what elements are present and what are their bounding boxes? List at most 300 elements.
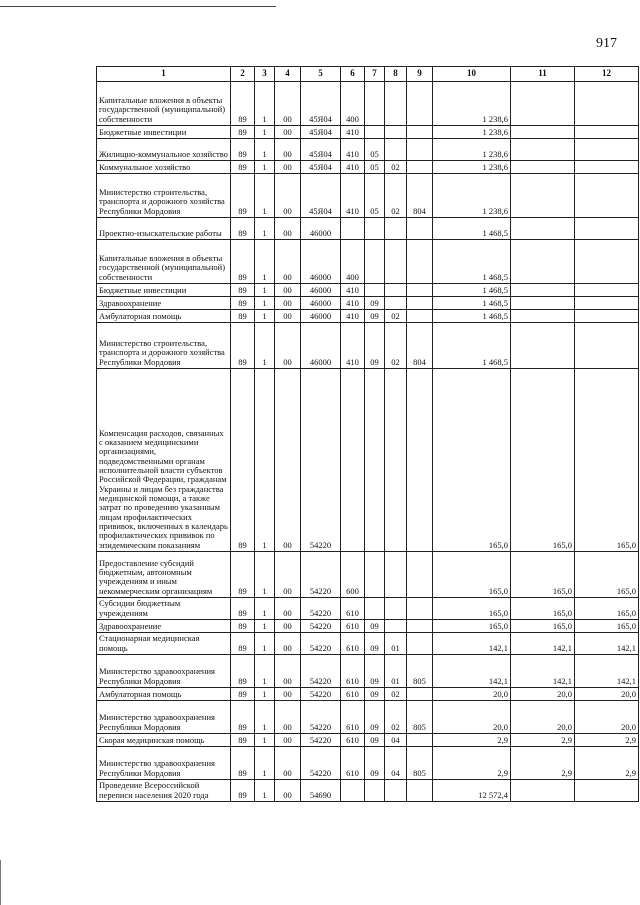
code-cell: 1 bbox=[255, 598, 275, 620]
code-cell: 54220 bbox=[301, 655, 341, 688]
amount-cell bbox=[575, 310, 639, 323]
code-cell bbox=[365, 598, 385, 620]
code-cell: 54690 bbox=[301, 780, 341, 802]
code-cell: 89 bbox=[231, 240, 255, 284]
code-cell bbox=[365, 126, 385, 139]
amount-cell: 1 238,6 bbox=[433, 174, 511, 218]
code-cell: 410 bbox=[341, 284, 365, 297]
code-cell: 89 bbox=[231, 734, 255, 747]
header-cell: 11 bbox=[511, 67, 575, 82]
code-cell: 00 bbox=[275, 240, 301, 284]
amount-cell: 1 468,5 bbox=[433, 240, 511, 284]
amount-cell bbox=[511, 323, 575, 369]
amount-cell: 165,0 bbox=[575, 369, 639, 552]
row-name: Компенсация расходов, связанных с оказанием медицинскими организациями, подведомственными органам исполнительной власти субъектов Российской Федерации, гражданам Украины и лицам без гражданства медицинской помощи, а также затрат по проведению указанным лицам профилактических прививок, включенных в календарь профилактических прививок по эпидемическим показаниям bbox=[97, 369, 231, 552]
header-cell: 4 bbox=[275, 67, 301, 82]
code-cell: 00 bbox=[275, 284, 301, 297]
code-cell: 610 bbox=[341, 688, 365, 701]
amount-cell bbox=[575, 218, 639, 240]
amount-cell: 165,0 bbox=[433, 620, 511, 633]
code-cell: 05 bbox=[365, 174, 385, 218]
header-cell: 12 bbox=[575, 67, 639, 82]
row-name: Министерство здравоохранения Республики Мордовия bbox=[97, 747, 231, 780]
code-cell: 1 bbox=[255, 161, 275, 174]
table-row bbox=[97, 218, 639, 240]
amount-cell: 165,0 bbox=[433, 369, 511, 552]
row-name: Министерство строительства, транспорта и дорожного хозяйства Республики Мордовия bbox=[97, 323, 231, 369]
code-cell: 1 bbox=[255, 369, 275, 552]
amount-cell: 165,0 bbox=[575, 620, 639, 633]
code-cell: 410 bbox=[341, 139, 365, 161]
code-cell: 410 bbox=[341, 323, 365, 369]
amount-cell bbox=[575, 284, 639, 297]
code-cell: 610 bbox=[341, 620, 365, 633]
amount-cell bbox=[511, 310, 575, 323]
code-cell: 00 bbox=[275, 139, 301, 161]
code-cell: 1 bbox=[255, 655, 275, 688]
code-cell: 00 bbox=[275, 174, 301, 218]
code-cell: 610 bbox=[341, 734, 365, 747]
code-cell: 805 bbox=[407, 747, 433, 780]
amount-cell bbox=[575, 323, 639, 369]
code-cell: 01 bbox=[385, 633, 407, 655]
code-cell: 610 bbox=[341, 598, 365, 620]
code-cell: 400 bbox=[341, 82, 365, 126]
amount-cell bbox=[511, 240, 575, 284]
code-cell: 600 bbox=[341, 552, 365, 598]
table-row bbox=[97, 126, 639, 139]
code-cell: 00 bbox=[275, 633, 301, 655]
table-row bbox=[97, 701, 639, 734]
code-cell: 54220 bbox=[301, 747, 341, 780]
row-name: Скорая медицинская помощь bbox=[97, 734, 231, 747]
code-cell: 1 bbox=[255, 82, 275, 126]
header-cell: 5 bbox=[301, 67, 341, 82]
code-cell: 89 bbox=[231, 633, 255, 655]
amount-cell: 1 468,5 bbox=[433, 284, 511, 297]
row-name: Амбулаторная помощь bbox=[97, 310, 231, 323]
code-cell: 610 bbox=[341, 655, 365, 688]
code-cell: 1 bbox=[255, 240, 275, 284]
code-cell bbox=[407, 310, 433, 323]
code-cell bbox=[365, 284, 385, 297]
code-cell: 1 bbox=[255, 633, 275, 655]
code-cell: 1 bbox=[255, 747, 275, 780]
amount-cell: 165,0 bbox=[511, 598, 575, 620]
code-cell: 02 bbox=[385, 174, 407, 218]
code-cell: 00 bbox=[275, 297, 301, 310]
code-cell: 00 bbox=[275, 598, 301, 620]
code-cell bbox=[385, 126, 407, 139]
code-cell: 46000 bbox=[301, 297, 341, 310]
amount-cell: 165,0 bbox=[433, 598, 511, 620]
code-cell: 45Я04 bbox=[301, 139, 341, 161]
code-cell bbox=[365, 369, 385, 552]
amount-cell bbox=[511, 218, 575, 240]
code-cell: 46000 bbox=[301, 284, 341, 297]
amount-cell bbox=[511, 780, 575, 802]
row-name: Капитальные вложения в объекты государственной (муниципальной) собственности bbox=[97, 240, 231, 284]
code-cell bbox=[407, 688, 433, 701]
row-name: Бюджетные инвестиции bbox=[97, 126, 231, 139]
code-cell: 00 bbox=[275, 126, 301, 139]
code-cell bbox=[365, 780, 385, 802]
table-row bbox=[97, 240, 639, 284]
code-cell: 09 bbox=[365, 734, 385, 747]
code-cell: 610 bbox=[341, 701, 365, 734]
code-cell: 89 bbox=[231, 701, 255, 734]
code-cell bbox=[341, 369, 365, 552]
code-cell: 46000 bbox=[301, 310, 341, 323]
code-cell bbox=[385, 284, 407, 297]
code-cell: 1 bbox=[255, 620, 275, 633]
code-cell: 45Я04 bbox=[301, 82, 341, 126]
amount-cell: 165,0 bbox=[433, 552, 511, 598]
code-cell bbox=[341, 218, 365, 240]
code-cell: 09 bbox=[365, 633, 385, 655]
amount-cell bbox=[511, 297, 575, 310]
row-name: Здравоохранение bbox=[97, 297, 231, 310]
row-name: Министерство здравоохранения Республики Мордовия bbox=[97, 701, 231, 734]
code-cell bbox=[385, 598, 407, 620]
amount-cell bbox=[511, 82, 575, 126]
top-rule bbox=[0, 6, 276, 7]
code-cell bbox=[385, 369, 407, 552]
code-cell: 09 bbox=[365, 747, 385, 780]
amount-cell: 2,9 bbox=[433, 734, 511, 747]
amount-cell: 1 238,6 bbox=[433, 139, 511, 161]
amount-cell: 1 468,5 bbox=[433, 218, 511, 240]
code-cell bbox=[365, 552, 385, 598]
code-cell: 02 bbox=[385, 701, 407, 734]
code-cell: 00 bbox=[275, 747, 301, 780]
table-row bbox=[97, 780, 639, 802]
code-cell: 1 bbox=[255, 310, 275, 323]
table-row bbox=[97, 620, 639, 633]
amount-cell bbox=[511, 161, 575, 174]
amount-cell bbox=[575, 240, 639, 284]
row-name: Стационарная медицинская помощь bbox=[97, 633, 231, 655]
code-cell bbox=[365, 240, 385, 284]
code-cell: 00 bbox=[275, 688, 301, 701]
code-cell bbox=[407, 139, 433, 161]
code-cell: 00 bbox=[275, 161, 301, 174]
code-cell: 02 bbox=[385, 310, 407, 323]
amount-cell bbox=[575, 126, 639, 139]
code-cell bbox=[407, 552, 433, 598]
row-name: Бюджетные инвестиции bbox=[97, 284, 231, 297]
code-cell: 45Я04 bbox=[301, 161, 341, 174]
code-cell: 00 bbox=[275, 82, 301, 126]
code-cell: 54220 bbox=[301, 598, 341, 620]
header-cell: 8 bbox=[385, 67, 407, 82]
code-cell: 05 bbox=[365, 161, 385, 174]
header-cell: 7 bbox=[365, 67, 385, 82]
code-cell bbox=[407, 780, 433, 802]
code-cell: 89 bbox=[231, 161, 255, 174]
code-cell: 54220 bbox=[301, 552, 341, 598]
code-cell: 89 bbox=[231, 139, 255, 161]
code-cell: 00 bbox=[275, 734, 301, 747]
code-cell: 400 bbox=[341, 240, 365, 284]
code-cell: 89 bbox=[231, 82, 255, 126]
code-cell: 46000 bbox=[301, 218, 341, 240]
code-cell bbox=[385, 82, 407, 126]
code-cell: 02 bbox=[385, 688, 407, 701]
code-cell: 00 bbox=[275, 310, 301, 323]
code-cell: 89 bbox=[231, 747, 255, 780]
code-cell: 89 bbox=[231, 688, 255, 701]
code-cell: 54220 bbox=[301, 633, 341, 655]
table-row bbox=[97, 688, 639, 701]
table-row bbox=[97, 655, 639, 688]
code-cell: 45Я04 bbox=[301, 174, 341, 218]
row-name: Жилищно-коммунальное хозяйство bbox=[97, 139, 231, 161]
code-cell: 89 bbox=[231, 598, 255, 620]
amount-cell: 2,9 bbox=[511, 747, 575, 780]
row-name: Здравоохранение bbox=[97, 620, 231, 633]
table-row bbox=[97, 310, 639, 323]
code-cell bbox=[407, 297, 433, 310]
code-cell: 1 bbox=[255, 139, 275, 161]
code-cell bbox=[341, 780, 365, 802]
table-row bbox=[97, 174, 639, 218]
code-cell bbox=[385, 620, 407, 633]
code-cell: 804 bbox=[407, 323, 433, 369]
code-cell: 1 bbox=[255, 174, 275, 218]
amount-cell: 142,1 bbox=[433, 655, 511, 688]
row-name: Министерство строительства, транспорта и дорожного хозяйства Республики Мордовия bbox=[97, 174, 231, 218]
code-cell: 00 bbox=[275, 369, 301, 552]
code-cell: 410 bbox=[341, 161, 365, 174]
amount-cell: 142,1 bbox=[511, 633, 575, 655]
code-cell: 89 bbox=[231, 126, 255, 139]
table-row bbox=[97, 369, 639, 552]
code-cell: 09 bbox=[365, 310, 385, 323]
amount-cell: 1 468,5 bbox=[433, 323, 511, 369]
code-cell: 02 bbox=[385, 323, 407, 369]
code-cell: 54220 bbox=[301, 369, 341, 552]
code-cell: 09 bbox=[365, 655, 385, 688]
amount-cell bbox=[575, 780, 639, 802]
code-cell bbox=[385, 780, 407, 802]
code-cell: 00 bbox=[275, 218, 301, 240]
code-cell: 89 bbox=[231, 310, 255, 323]
amount-cell bbox=[575, 139, 639, 161]
code-cell: 46000 bbox=[301, 323, 341, 369]
table-row bbox=[97, 598, 639, 620]
code-cell: 09 bbox=[365, 688, 385, 701]
code-cell: 610 bbox=[341, 747, 365, 780]
code-cell: 89 bbox=[231, 655, 255, 688]
code-cell: 00 bbox=[275, 323, 301, 369]
page-number: 917 bbox=[596, 36, 617, 51]
amount-cell: 12 572,4 bbox=[433, 780, 511, 802]
code-cell: 00 bbox=[275, 655, 301, 688]
code-cell: 02 bbox=[385, 161, 407, 174]
code-cell: 04 bbox=[385, 734, 407, 747]
header-cell: 3 bbox=[255, 67, 275, 82]
amount-cell: 20,0 bbox=[575, 701, 639, 734]
amount-cell: 20,0 bbox=[511, 701, 575, 734]
amount-cell: 2,9 bbox=[511, 734, 575, 747]
budget-table bbox=[96, 66, 639, 802]
row-name: Субсидии бюджетным учреждениям bbox=[97, 598, 231, 620]
code-cell: 09 bbox=[365, 701, 385, 734]
header-row bbox=[97, 67, 639, 82]
code-cell: 00 bbox=[275, 701, 301, 734]
row-name: Капитальные вложения в объекты государственной (муниципальной) собственности bbox=[97, 82, 231, 126]
code-cell: 610 bbox=[341, 633, 365, 655]
amount-cell bbox=[511, 139, 575, 161]
code-cell: 1 bbox=[255, 688, 275, 701]
amount-cell: 2,9 bbox=[433, 747, 511, 780]
code-cell bbox=[407, 126, 433, 139]
code-cell bbox=[385, 218, 407, 240]
code-cell: 410 bbox=[341, 297, 365, 310]
table-row bbox=[97, 552, 639, 598]
code-cell: 00 bbox=[275, 552, 301, 598]
code-cell: 1 bbox=[255, 284, 275, 297]
code-cell: 89 bbox=[231, 174, 255, 218]
code-cell: 1 bbox=[255, 218, 275, 240]
code-cell: 01 bbox=[385, 655, 407, 688]
header-cell: 1 bbox=[97, 67, 231, 82]
code-cell: 00 bbox=[275, 780, 301, 802]
amount-cell: 142,1 bbox=[511, 655, 575, 688]
amount-cell: 2,9 bbox=[575, 747, 639, 780]
amount-cell bbox=[575, 297, 639, 310]
code-cell: 1 bbox=[255, 297, 275, 310]
table-body bbox=[97, 82, 639, 802]
amount-cell: 165,0 bbox=[511, 369, 575, 552]
code-cell: 410 bbox=[341, 174, 365, 218]
code-cell: 89 bbox=[231, 284, 255, 297]
amount-cell: 165,0 bbox=[511, 552, 575, 598]
code-cell bbox=[407, 734, 433, 747]
code-cell bbox=[407, 82, 433, 126]
amount-cell: 20,0 bbox=[511, 688, 575, 701]
code-cell: 54220 bbox=[301, 620, 341, 633]
row-name: Коммунальное хозяйство bbox=[97, 161, 231, 174]
amount-cell: 1 238,6 bbox=[433, 161, 511, 174]
code-cell: 805 bbox=[407, 655, 433, 688]
code-cell: 09 bbox=[365, 620, 385, 633]
code-cell: 1 bbox=[255, 780, 275, 802]
code-cell: 805 bbox=[407, 701, 433, 734]
code-cell bbox=[365, 82, 385, 126]
amount-cell bbox=[511, 174, 575, 218]
code-cell: 89 bbox=[231, 369, 255, 552]
amount-cell: 1 238,6 bbox=[433, 82, 511, 126]
code-cell: 54220 bbox=[301, 688, 341, 701]
code-cell bbox=[385, 297, 407, 310]
code-cell: 89 bbox=[231, 218, 255, 240]
header-cell: 9 bbox=[407, 67, 433, 82]
margin-rule bbox=[0, 860, 1, 905]
table-row bbox=[97, 297, 639, 310]
code-cell: 1 bbox=[255, 734, 275, 747]
code-cell bbox=[407, 161, 433, 174]
code-cell: 1 bbox=[255, 552, 275, 598]
amount-cell bbox=[575, 174, 639, 218]
code-cell bbox=[385, 240, 407, 284]
amount-cell: 165,0 bbox=[575, 598, 639, 620]
amount-cell: 165,0 bbox=[575, 552, 639, 598]
amount-cell bbox=[511, 126, 575, 139]
code-cell: 04 bbox=[385, 747, 407, 780]
code-cell: 00 bbox=[275, 620, 301, 633]
code-cell: 1 bbox=[255, 126, 275, 139]
code-cell bbox=[385, 552, 407, 598]
row-name: Министерство здравоохранения Республики Мордовия bbox=[97, 655, 231, 688]
amount-cell bbox=[575, 161, 639, 174]
code-cell bbox=[407, 620, 433, 633]
amount-cell: 142,1 bbox=[575, 655, 639, 688]
table-row bbox=[97, 734, 639, 747]
code-cell: 410 bbox=[341, 310, 365, 323]
code-cell: 09 bbox=[365, 297, 385, 310]
amount-cell: 142,1 bbox=[575, 633, 639, 655]
code-cell bbox=[407, 240, 433, 284]
code-cell: 54220 bbox=[301, 701, 341, 734]
code-cell: 54220 bbox=[301, 734, 341, 747]
row-name: Проведение Всероссийской переписи населения 2020 года bbox=[97, 780, 231, 802]
row-name: Амбулаторная помощь bbox=[97, 688, 231, 701]
amount-cell: 20,0 bbox=[575, 688, 639, 701]
table-row bbox=[97, 139, 639, 161]
amount-cell: 142,1 bbox=[433, 633, 511, 655]
code-cell: 89 bbox=[231, 552, 255, 598]
code-cell: 89 bbox=[231, 620, 255, 633]
amount-cell: 1 238,6 bbox=[433, 126, 511, 139]
header-cell: 2 bbox=[231, 67, 255, 82]
code-cell: 89 bbox=[231, 323, 255, 369]
code-cell bbox=[407, 218, 433, 240]
code-cell bbox=[407, 598, 433, 620]
code-cell: 410 bbox=[341, 126, 365, 139]
code-cell bbox=[407, 369, 433, 552]
code-cell: 1 bbox=[255, 701, 275, 734]
amount-cell: 20,0 bbox=[433, 688, 511, 701]
code-cell: 05 bbox=[365, 139, 385, 161]
code-cell bbox=[407, 284, 433, 297]
code-cell: 45Я04 bbox=[301, 126, 341, 139]
header-cell: 10 bbox=[433, 67, 511, 82]
amount-cell bbox=[575, 82, 639, 126]
code-cell: 89 bbox=[231, 297, 255, 310]
row-name: Проектно-изыскательские работы bbox=[97, 218, 231, 240]
table-row bbox=[97, 323, 639, 369]
header-cell: 6 bbox=[341, 67, 365, 82]
code-cell: 09 bbox=[365, 323, 385, 369]
amount-cell: 20,0 bbox=[433, 701, 511, 734]
table-row bbox=[97, 82, 639, 126]
code-cell bbox=[365, 218, 385, 240]
code-cell bbox=[385, 139, 407, 161]
row-name: Предоставление субсидий бюджетным, автономным учреждениям и иным некоммерческим организациям bbox=[97, 552, 231, 598]
amount-cell: 1 468,5 bbox=[433, 310, 511, 323]
amount-cell: 1 468,5 bbox=[433, 297, 511, 310]
code-cell: 89 bbox=[231, 780, 255, 802]
table-row bbox=[97, 161, 639, 174]
code-cell: 1 bbox=[255, 323, 275, 369]
table-row bbox=[97, 284, 639, 297]
table-row bbox=[97, 633, 639, 655]
amount-cell: 165,0 bbox=[511, 620, 575, 633]
amount-cell bbox=[511, 284, 575, 297]
table-row bbox=[97, 747, 639, 780]
